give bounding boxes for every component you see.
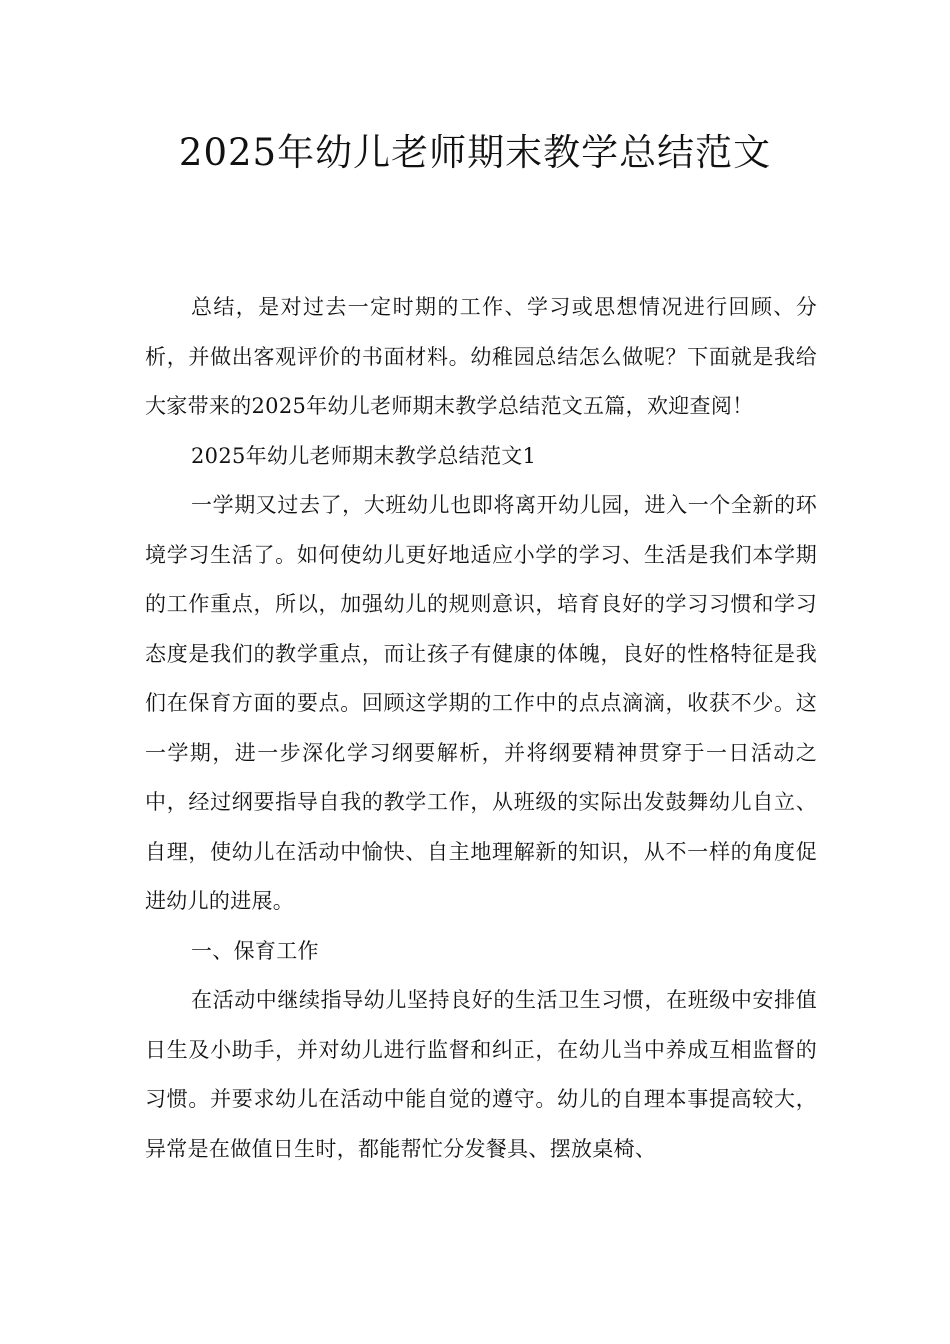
section-title: 2025年幼儿老师期末教学总结范文1 xyxy=(191,443,537,468)
subsection-heading: 一、保育工作 xyxy=(191,938,319,963)
body-paragraph: 在活动中继续指导幼儿坚持良好的生活卫生习惯，在班级中安排值日生及小助手，并对幼儿进行监督和纠正，在幼儿当中养成互相监督的习惯。并要求幼儿在活动中能自觉的遵守。幼儿的自理本事提高较大，异常是在做值日生时，都能帮忙分发餐具、摆放桌椅、 xyxy=(145,988,817,1161)
intro-paragraph: 总结，是对过去一定时期的工作、学习或思想情况进行回顾、分析，并做出客观评价的书面材料。幼稚园总结怎么做呢？下面就是我给大家带来的2025年幼儿老师期末教学总结范文五篇，欢迎查阅！ xyxy=(145,295,817,418)
body-paragraph: 一学期又过去了，大班幼儿也即将离开幼儿园，进入一个全新的环境学习生活了。如何使幼儿更好地适应小学的学习、生活是我们本学期的工作重点，所以，加强幼儿的规则意识，培育良好的学习习惯和学习态度是我们的教学重点，而让孩子有健康的体魄，良好的性格特征是我们在保育方面的要点。回顾这学期的工作中的点点滴滴，收获不少。这一学期，进一步深化学习纲要解析，并将纲要精神贯穿于一日活动之中，经过纲要指导自我的教学工作，从班级的实际出发鼓舞幼儿自立、自理，使幼儿在活动中愉快、自主地理解新的知识，从不一样的角度促进幼儿的进展。 xyxy=(145,493,817,913)
document-title: 2025年幼儿老师期末教学总结范文 xyxy=(178,131,772,174)
document-body xyxy=(145,283,817,1174)
